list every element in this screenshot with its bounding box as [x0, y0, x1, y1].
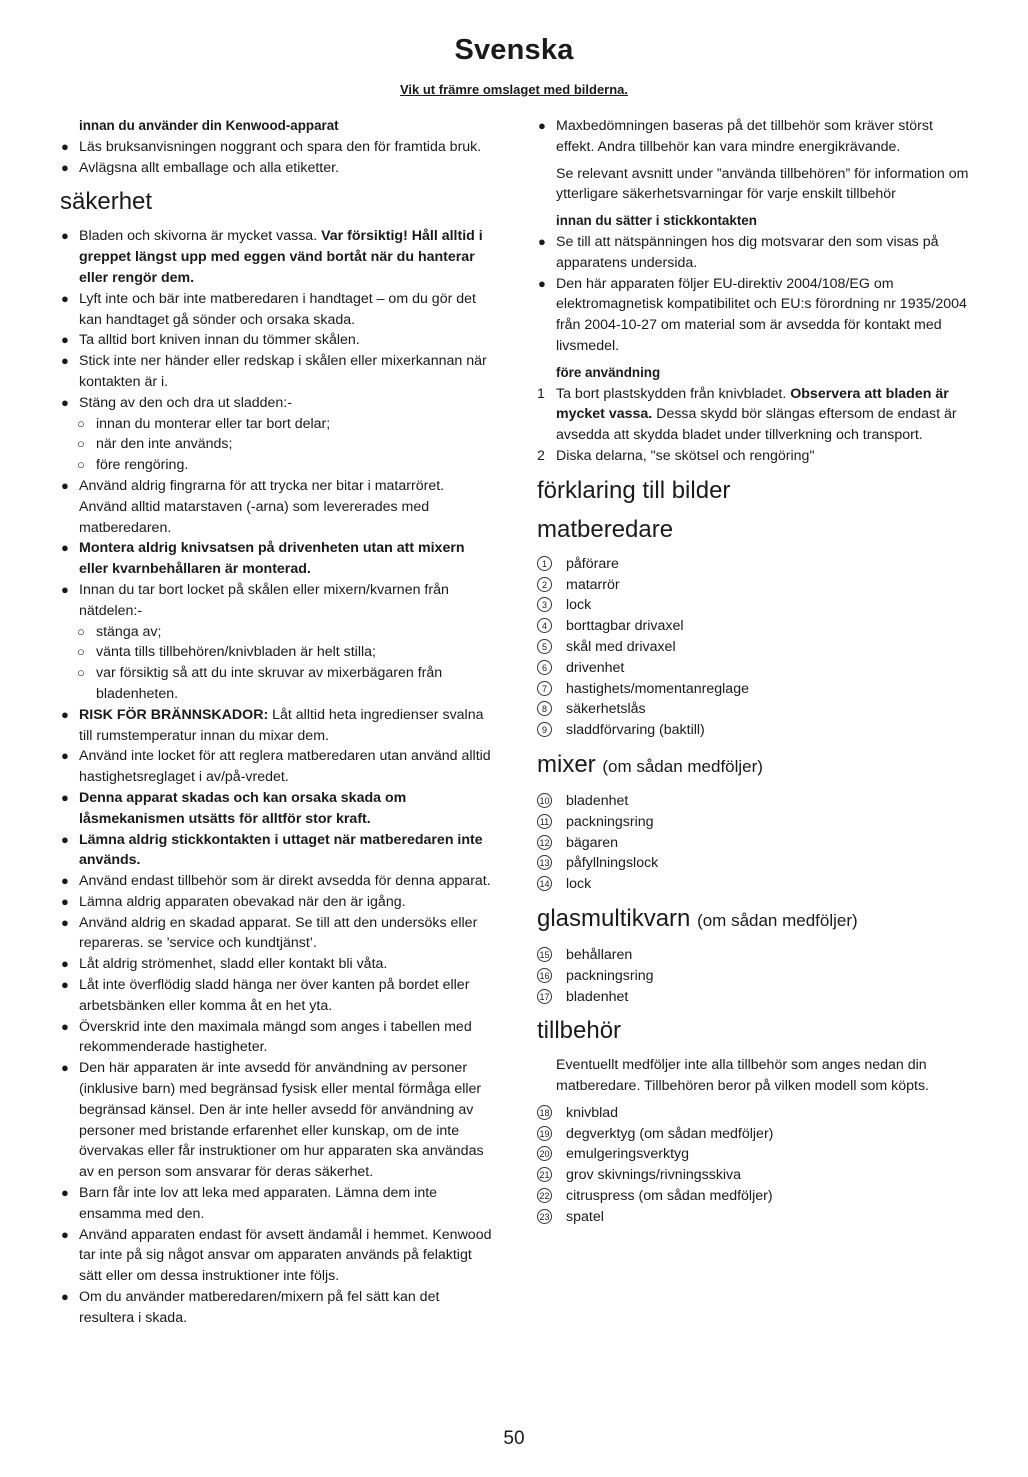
list-item: ● Lämna aldrig stickkontakten i uttaget när matberedaren inte används.	[61, 831, 483, 869]
list-item: 18 knivblad	[537, 1103, 973, 1124]
list-item: 4 borttagbar drivaxel	[537, 616, 973, 637]
list-item: ● Använd inte locket för att reglera matberedaren utan använd alltid hastighetsreglaget i av/på-vredet.	[61, 748, 491, 786]
list-item: 6 drivenhet	[537, 658, 973, 679]
list-item: ● Avlägsna allt emballage och alla etiketter.	[60, 158, 492, 179]
bullet-icon: ●	[61, 138, 69, 154]
list-item: 14 lock	[537, 874, 973, 895]
list-item: ● Bladen och skivorna är mycket vassa. Var försiktig! Håll alltid i greppet längst upp med eggen vänd bortåt när du hanterar eller rengör dem.	[61, 228, 483, 286]
bullet-icon: ●	[61, 477, 69, 493]
list-item: 21 grov skivnings/rivningsskiva	[537, 1165, 973, 1186]
list-item: ● Låt inte överflödig sladd hänga ner över kanten på bordet eller arbetsbänken eller komma åt en het yta.	[61, 977, 470, 1014]
list-item: ● Den här apparaten är inte avsedd för användning av personer (inklusive barn) med begränsad fysisk eller mental förmåga eller begränsad känsel. Den är inte heller avsedd för användning av personer med bristande erfarenhet eller kunskap, om de inte övervakas eller får instruktioner om hur apparaten ska användas av en person som ansvarar för deras säkerhet.	[61, 1060, 484, 1181]
list-item: 20 emulgeringsverktyg	[537, 1144, 973, 1165]
mill-heading: glasmultikvarn (om sådan medföljer)	[537, 904, 858, 932]
sub-list-item: ○ när den inte används;	[60, 434, 492, 455]
list-item: ● Innan du tar bort locket på skålen eller mixern/kvarnen från nätdelen:-	[61, 581, 449, 619]
circled-number-icon: 10	[537, 793, 552, 808]
circle-bullet-icon: ○	[77, 415, 85, 431]
sub-list-item: ○ vänta tills tillbehören/knivbladen är helt stilla;	[60, 642, 492, 663]
circle-bullet-icon: ○	[77, 644, 85, 660]
intro-heading: innan du använder din Kenwood-apparat	[79, 118, 339, 133]
list-item: 13 påfyllningslock	[537, 853, 973, 874]
page-title: Svenska	[454, 34, 574, 66]
circled-number-icon: 18	[537, 1105, 552, 1120]
bullet-icon: ●	[61, 789, 69, 805]
list-item: 3 lock	[537, 595, 973, 616]
list-item: 2 matarrör	[537, 575, 973, 596]
bullet-icon: ●	[61, 914, 69, 930]
list-item: ● Barn får inte lov att leka med apparaten. Lämna dem inte ensamma med den.	[61, 1185, 438, 1222]
left-column	[60, 116, 492, 1329]
accessories-heading: tillbehör	[537, 1017, 622, 1045]
accessories-note: Se relevant avsnitt under ”använda tillbehören” för information om ytterligare säkerhetsvarningar för varje enskilt tillbehör	[556, 165, 969, 203]
step-item: 2 Diska delarna, "se skötsel och rengöring"	[537, 447, 815, 464]
list-item: ● Använd endast tillbehör som är direkt avsedda för denna apparat.	[60, 871, 492, 892]
step-item: 1 Ta bort plastskydden från knivbladet. Observera att bladen är mycket vassa. Dessa skydd bör slängas eftersom de endast är avsedda att skydda bladet under tillverkning och transport.	[537, 385, 957, 444]
circled-number-icon: 6	[537, 660, 552, 675]
food-processor-heading: matberedare	[537, 515, 674, 543]
circled-number-icon: 4	[537, 618, 552, 633]
page-number: 50	[503, 1428, 525, 1449]
circled-number-icon: 22	[537, 1188, 552, 1203]
list-item: 11 packningsring	[537, 812, 973, 833]
bullet-icon: ●	[61, 159, 69, 175]
circled-number-icon: 12	[537, 835, 552, 850]
circled-number-icon: 14	[537, 876, 552, 891]
bullet-icon: ●	[61, 1018, 69, 1034]
list-item: ● Se till att nätspänningen hos dig motsvarar den som visas på apparatens undersida.	[538, 233, 939, 271]
circle-bullet-icon: ○	[77, 436, 85, 452]
circled-number-icon: 9	[537, 722, 552, 737]
bullet-icon: ●	[61, 1060, 69, 1076]
sub-list-item: ○ var försiktig så att du inte skruvar av mixerbägaren från bladenheten.	[77, 665, 443, 702]
bullet-icon: ●	[61, 353, 69, 369]
bullet-icon: ●	[61, 394, 69, 410]
circled-number-icon: 15	[537, 947, 552, 962]
circled-number-icon: 1	[537, 556, 552, 571]
accessories-intro: Eventuellt medföljer inte alla tillbehör som anges nedan din matberedare. Tillbehören beror på vilken modell som köpts.	[556, 1057, 930, 1095]
sub-list-item: ○ innan du monterar eller tar bort delar;	[60, 414, 492, 435]
bullet-icon: ●	[61, 228, 69, 244]
before-use-heading: före användning	[556, 364, 661, 380]
circled-number-icon: 16	[537, 968, 552, 983]
circled-number-icon: 23	[537, 1209, 552, 1224]
circled-number-icon: 8	[537, 701, 552, 716]
bullet-icon: ●	[61, 893, 69, 909]
list-item: ● Maxbedömningen baseras på det tillbehör som kräver störst effekt. Andra tillbehör kan vara mindre energikrävande.	[538, 118, 933, 155]
mixer-heading: mixer (om sådan medföljer)	[537, 750, 763, 778]
list-item: ● Läs bruksanvisningen noggrant och spara den för framtida bruk.	[60, 137, 492, 158]
mixer-parts	[537, 791, 973, 895]
page-subtitle: Vik ut främre omslaget med bilderna.	[399, 82, 629, 97]
list-item: ● Den här apparaten följer EU-direktiv 2004/108/EG om elektromagnetisk kompatibilitet och EU:s förordning nr 1935/2004 från 2004-10-27 om material som är avsedda för kontakt med livsmedel.	[538, 275, 967, 354]
bullet-icon: ●	[61, 1185, 69, 1201]
list-item: ● Montera aldrig knivsatsen på drivenheten utan att mixern eller kvarnbehållaren är monterad.	[61, 540, 465, 578]
list-item: ● RISK FÖR BRÄNNSKADOR: Låt alltid heta ingredienser svalna till rumstemperatur innan du mixar dem.	[61, 706, 484, 744]
circle-bullet-icon: ○	[77, 665, 85, 681]
list-item: 17 bladenhet	[537, 987, 973, 1008]
list-item: 23 spatel	[537, 1207, 973, 1228]
list-item: 9 sladdförvaring (baktill)	[537, 720, 973, 741]
bullet-icon: ●	[61, 1289, 69, 1305]
circled-number-icon: 5	[537, 639, 552, 654]
bullet-icon: ●	[538, 233, 546, 249]
mill-parts	[537, 945, 973, 1007]
list-item: ● Lämna aldrig apparaten obevakad när den är igång.	[60, 892, 492, 913]
circled-number-icon: 19	[537, 1126, 552, 1141]
bullet-icon: ●	[61, 977, 69, 993]
bullet-icon: ●	[61, 1226, 69, 1242]
list-item: 15 behållaren	[537, 945, 973, 966]
list-item: 5 skål med drivaxel	[537, 637, 973, 658]
list-item: ● Ta alltid bort kniven innan du tömmer skålen.	[60, 330, 492, 351]
list-item: 8 säkerhetslås	[537, 699, 973, 720]
bullet-icon: ●	[61, 332, 69, 348]
list-item: 1 påförare	[537, 554, 973, 575]
circled-number-icon: 21	[537, 1167, 552, 1182]
bullet-icon: ●	[61, 290, 69, 306]
circled-number-icon: 3	[537, 597, 552, 612]
circle-bullet-icon: ○	[77, 623, 85, 639]
circled-number-icon: 11	[537, 814, 552, 829]
list-item: ● Använd aldrig en skadad apparat. Se till att den undersöks eller repareras. se ’service och kundtjänst’.	[61, 914, 478, 952]
circled-number-icon: 13	[537, 855, 552, 870]
circled-number-icon: 17	[537, 989, 552, 1004]
list-item: 22 citruspress (om sådan medföljer)	[537, 1186, 973, 1207]
list-item: ● Låt aldrig strömenhet, sladd eller kontakt bli våta.	[60, 954, 492, 975]
bullet-icon: ●	[61, 956, 69, 972]
list-item: ● Lyft inte och bär inte matberedaren i handtaget – om du gör det kan handtaget gå sönder och orsaka skada.	[61, 290, 476, 328]
circle-bullet-icon: ○	[77, 457, 85, 473]
list-item: ● Överskrid inte den maximala mängd som anges i tabellen med rekommenderade hastigheter.	[61, 1018, 472, 1056]
bullet-icon: ●	[61, 540, 69, 556]
list-item: ● Om du använder matberedaren/mixern på fel sätt kan det resultera i skada.	[61, 1289, 440, 1326]
sub-list-item: ○ före rengöring.	[60, 455, 492, 476]
list-item: 7 hastighets/momentanreglage	[537, 679, 973, 700]
list-item: ● Stäng av den och dra ut sladden:-	[60, 393, 492, 414]
list-item: ● Använd apparaten endast för avsett ändamål i hemmet. Kenwood tar inte på sig något ansvar om apparaten används på felaktigt sätt eller om dessa instruktioner inte följs.	[61, 1226, 492, 1285]
explain-heading: förklaring till bilder	[537, 476, 731, 504]
plug-heading: innan du sätter i stickkontakten	[556, 213, 757, 229]
list-item: ● Använd aldrig fingrarna för att trycka ner bitar i matarröret. Använd alltid matarstaven (-arna) som levererades med matberedaren.	[61, 477, 445, 536]
bullet-icon: ●	[538, 118, 546, 133]
right-column	[537, 116, 973, 1228]
bullet-icon: ●	[61, 831, 69, 847]
safety-heading: säkerhet	[60, 188, 153, 216]
circled-number-icon: 20	[537, 1146, 552, 1161]
bullet-icon: ●	[61, 706, 69, 722]
circled-number-icon: 7	[537, 681, 552, 696]
list-item: ● Denna apparat skadas och kan orsaka skada om låsmekanismen utsätts för alltför stor kraft.	[61, 789, 407, 827]
sub-list-item: ○ stänga av;	[60, 622, 492, 643]
list-item: ● Stick inte ner händer eller redskap i skålen eller mixerkannan när kontakten är i.	[61, 353, 487, 390]
list-item: 12 bägaren	[537, 833, 973, 854]
list-item: 19 degverktyg (om sådan medföljer)	[537, 1124, 973, 1145]
list-item: 10 bladenhet	[537, 791, 973, 812]
bullet-icon: ●	[61, 873, 69, 889]
bullet-icon: ●	[61, 748, 69, 764]
food-processor-parts	[537, 554, 973, 741]
bullet-icon: ●	[61, 581, 69, 597]
bullet-icon: ●	[538, 275, 546, 291]
accessories-parts	[537, 1103, 973, 1228]
list-item: 16 packningsring	[537, 966, 973, 987]
circled-number-icon: 2	[537, 577, 552, 592]
